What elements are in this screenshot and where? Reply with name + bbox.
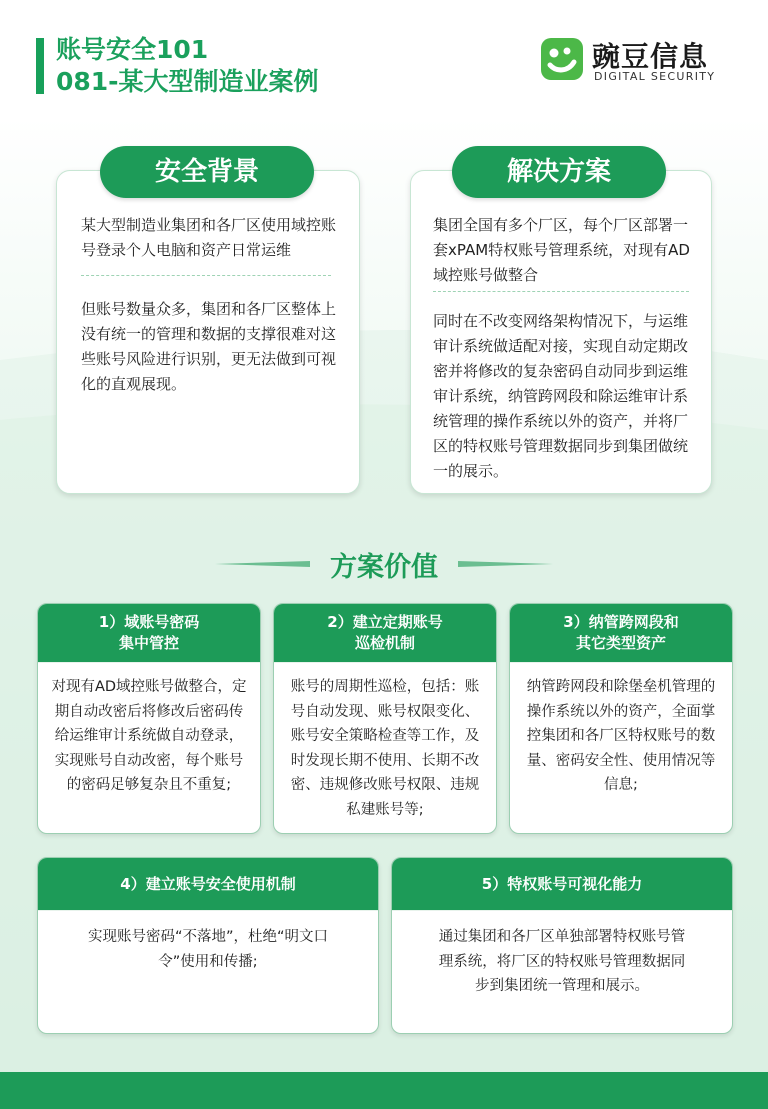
solution-card xyxy=(410,170,712,494)
value-card-1 xyxy=(37,603,261,834)
section-decor-right xyxy=(458,561,553,567)
value-card-body: 通过集团和各厂区单独部署特权账号管理系统，将厂区的特权账号管理数据同步到集团统一管理和展示。 xyxy=(438,929,686,994)
value-card-title: 5）特权账号可视化能力 xyxy=(481,874,643,893)
logo-tagline: DIGITAL SECURITY xyxy=(594,70,716,83)
value-card-title-line-2: 集中管控 xyxy=(118,634,179,652)
value-card-header xyxy=(274,604,496,663)
value-card-body: 对现有AD域控账号做整合，定期自动改密后将修改后密码传给运维审计系统做自动登录，实现账号自动改密，每个账号的密码足够复杂且不重复; xyxy=(51,679,247,793)
title-accent-bar xyxy=(36,38,44,94)
value-card-title-line-2: 其它类型资产 xyxy=(575,634,666,652)
value-card-body: 账号的周期性巡检，包括：账号自动发现、账号权限变化、账号安全策略检查等工作，及时发现长期不使用、长期不改密、违规修改账号权限、违规私建账号等; xyxy=(290,679,480,818)
solution-para-1: 集团全国有多个厂区，每个厂区部署一套xPAM特权账号管理系统，对现有AD域控账号做整合 xyxy=(433,216,690,284)
page-title xyxy=(56,34,319,98)
background-para-1: 某大型制造业集团和各厂区使用域控账号登录个人电脑和资产日常运维 xyxy=(81,216,337,259)
value-card-title: 3）纳管跨网段和 xyxy=(563,613,679,631)
page-header xyxy=(0,0,768,120)
value-card-header xyxy=(38,604,260,663)
title-line-2: 081-某大型制造业案例 xyxy=(56,67,319,96)
background-card xyxy=(56,170,360,494)
solution-para-2: 同时在不改变网络架构情况下，与运维审计系统做适配对接，实现自动定期改密并将修改的复杂密码自动同步到运维审计系统，纳管跨网段和除运维审计系统管理的操作系统以外的资产，并将厂区的特权账号管理数据同步到集团做统一的展示。 xyxy=(433,312,689,480)
value-card-title: 4）建立账号安全使用机制 xyxy=(120,874,296,893)
value-card-body: 纳管跨网段和除堡垒机管理的操作系统以外的资产，全面掌控集团和各厂区特权账号的数量、密码安全性、使用情况等信息; xyxy=(526,679,716,793)
divider xyxy=(433,291,689,292)
value-card-header xyxy=(38,858,378,911)
value-card-title: 1）域账号密码 xyxy=(98,613,200,631)
value-card-5 xyxy=(391,857,733,1034)
footer-bar xyxy=(0,1072,768,1109)
background-heading: 安全背景 xyxy=(100,146,314,198)
background-para-2: 但账号数量众多，集团和各厂区整体上没有统一的管理和数据的支撑很难对这些账号风险进行识别，更无法做到可视化的直观展现。 xyxy=(81,300,337,393)
value-card-header xyxy=(510,604,732,663)
value-card-3 xyxy=(509,603,733,834)
logo-name: 豌豆信息 xyxy=(592,40,709,73)
value-card-header xyxy=(392,858,732,911)
values-heading: 方案价值 xyxy=(330,552,438,583)
divider xyxy=(81,275,331,276)
value-card-2 xyxy=(273,603,497,834)
solution-heading: 解决方案 xyxy=(452,146,666,198)
value-card-title: 2）建立定期账号 xyxy=(327,613,443,631)
logo-icon xyxy=(541,38,583,80)
value-card-4 xyxy=(37,857,379,1034)
value-card-body: 实现账号密码“不落地”，杜绝“明文口令”使用和传播; xyxy=(87,929,329,970)
title-line-1: 账号安全101 xyxy=(56,35,209,64)
value-card-title-line-2: 巡检机制 xyxy=(354,634,415,652)
